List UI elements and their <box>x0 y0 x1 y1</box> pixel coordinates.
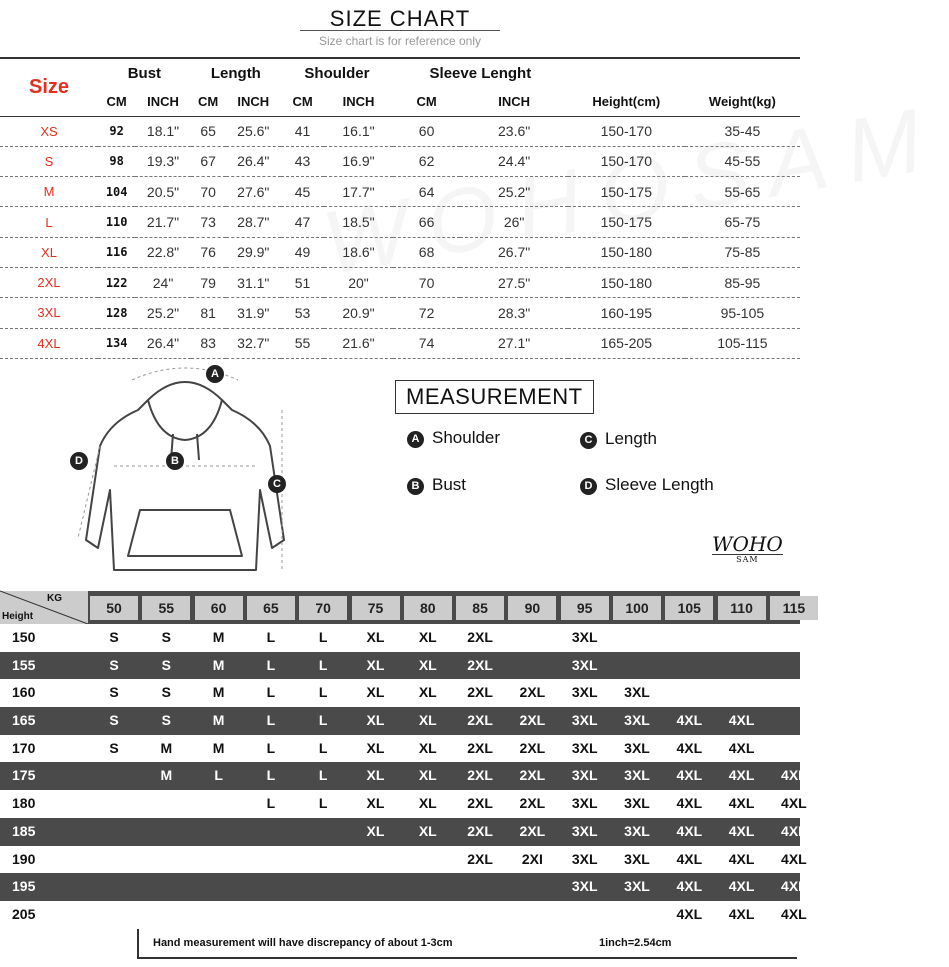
size-column-label: Size <box>28 75 70 98</box>
recommended-size-cell: XL <box>366 712 385 729</box>
height-row <box>0 818 807 846</box>
size-value-cell: 28.7" <box>226 207 281 237</box>
subheader-cell: INCH <box>135 88 190 116</box>
size-value-cell: 25.6" <box>226 116 281 146</box>
weight-header-cell: 80 <box>404 596 452 620</box>
size-value-cell: 51 <box>281 267 324 297</box>
size-value-cell: 47 <box>281 207 324 237</box>
recommended-size-cell: 4XL <box>728 878 755 895</box>
recommended-size-cell: 3XL <box>571 656 598 673</box>
subheader-cell: CM <box>393 88 460 116</box>
size-value-cell: 150-180 <box>568 237 685 267</box>
recommended-size-cell: 3XL <box>624 878 650 895</box>
size-value-cell: 18.6" <box>324 237 393 267</box>
size-value-cell: 26" <box>460 207 568 237</box>
inch-conversion: 1inch=2.54cm <box>599 937 672 949</box>
size-value-cell: 76 <box>191 237 226 267</box>
size-value-cell: 21.6" <box>324 328 393 358</box>
subheader-cell: Height(cm) <box>568 88 685 116</box>
size-value-cell: 64 <box>393 177 460 207</box>
recommended-size-cell: 2XL <box>519 767 546 784</box>
legend-a-icon: A <box>407 431 424 448</box>
subheader-cell: INCH <box>324 88 393 116</box>
size-value-cell: 72 <box>393 298 460 328</box>
weight-header-cell: 90 <box>508 596 556 620</box>
size-value-cell: 122 <box>98 267 135 297</box>
recommended-size-cell: L <box>266 712 276 729</box>
legend-b-icon: B <box>407 478 424 495</box>
legend-bust <box>407 475 466 495</box>
recommended-size-cell: S <box>109 712 119 729</box>
size-value-cell: 70 <box>191 177 226 207</box>
size-value-cell: 27.6" <box>226 177 281 207</box>
marker-a-icon: A <box>206 365 224 383</box>
recommended-size-cell: 3XL <box>571 850 598 867</box>
recommended-size-cell: L <box>318 629 328 645</box>
size-value-cell: 20" <box>324 267 393 297</box>
size-name-cell: XL <box>0 237 98 267</box>
height-label: 150 <box>12 629 36 645</box>
marker-c-icon: C <box>268 475 286 493</box>
legend-length-label: Length <box>605 429 657 448</box>
recommended-size-cell: XL <box>366 795 385 812</box>
weight-header-cell: 110 <box>718 596 766 620</box>
measurement-legend <box>395 380 594 414</box>
recommended-size-cell: S <box>109 739 119 756</box>
size-value-cell: 95-105 <box>685 298 800 328</box>
recommended-size-cell: L <box>318 739 328 756</box>
size-row <box>0 298 800 328</box>
size-value-cell: 32.7" <box>226 328 281 358</box>
recommended-size-cell: 2XL <box>467 795 493 812</box>
size-value-cell: 160-195 <box>568 298 685 328</box>
weight-header-row <box>0 591 806 624</box>
recommended-size-cell: 4XL <box>781 850 807 867</box>
legend-shoulder <box>407 428 500 448</box>
recommended-size-cell: 2XL <box>467 684 493 701</box>
recommended-size-cell: L <box>266 795 276 812</box>
recommended-size-cell: 4XL <box>728 767 755 784</box>
size-value-cell: 27.1" <box>460 328 568 358</box>
recommended-size-cell: S <box>109 629 119 645</box>
legend-sleeve-length <box>580 475 714 495</box>
recommended-size-cell: XL <box>418 795 437 812</box>
recommended-size-cell: 4XL <box>728 905 755 922</box>
recommended-size-cell: 3XL <box>571 767 598 784</box>
size-value-cell: 116 <box>98 237 135 267</box>
weight-header-cell: 85 <box>456 596 504 620</box>
size-value-cell: 16.9" <box>324 146 393 176</box>
size-value-cell: 150-175 <box>568 207 685 237</box>
recommended-size-cell: S <box>161 712 171 729</box>
recommended-size-cell: XL <box>366 656 385 673</box>
hoodie-illustration <box>70 370 300 580</box>
size-value-cell: 98 <box>98 146 135 176</box>
size-value-cell: 74 <box>393 328 460 358</box>
size-value-cell: 31.1" <box>226 267 281 297</box>
recommended-size-cell: L <box>266 656 276 673</box>
recommended-size-cell: 4XL <box>676 712 703 729</box>
size-value-cell: 21.7" <box>135 207 190 237</box>
size-value-cell: 150-175 <box>568 177 685 207</box>
size-value-cell: 18.1" <box>135 116 190 146</box>
recommended-size-cell: L <box>266 684 276 701</box>
subheader-cell: CM <box>281 88 324 116</box>
size-recommendation-grid <box>0 591 807 929</box>
size-value-cell: 26.4" <box>226 146 281 176</box>
recommended-size-cell: 3XL <box>571 822 598 839</box>
footer-note <box>137 929 797 959</box>
size-row <box>0 328 800 358</box>
size-value-cell: 17.7" <box>324 177 393 207</box>
recommended-size-cell: 4XL <box>676 878 703 895</box>
legend-shoulder-label: Shoulder <box>432 428 501 447</box>
subheader-cell: CM <box>191 88 226 116</box>
recommended-size-cell: 4XL <box>728 850 755 867</box>
size-value-cell: 67 <box>191 146 226 176</box>
recommended-size-cell: S <box>109 684 119 701</box>
recommended-size-cell: 2XL <box>519 739 546 756</box>
page-title: SIZE CHART <box>329 6 471 31</box>
weight-axis-label: KG <box>47 593 62 604</box>
grid-corner-cell <box>0 591 88 624</box>
recommended-size-cell: XL <box>418 712 437 729</box>
size-value-cell: 45-55 <box>685 146 800 176</box>
recommended-size-cell: 4XL <box>728 739 755 756</box>
recommended-size-cell: XL <box>366 739 385 756</box>
recommended-size-cell: L <box>214 767 223 784</box>
recommended-size-cell: XL <box>418 656 437 673</box>
recommended-size-cell: 4XL <box>728 795 755 812</box>
height-axis-label: Height <box>2 611 34 622</box>
weight-header-cell: 105 <box>665 596 713 620</box>
recommended-size-cell: 4XL <box>676 767 703 784</box>
recommended-size-cell: XL <box>418 629 437 645</box>
recommended-size-cell: M <box>160 767 173 784</box>
size-value-cell: 20.9" <box>324 298 393 328</box>
recommended-size-cell: 2XL <box>467 822 493 839</box>
size-value-cell: 43 <box>281 146 324 176</box>
recommended-size-cell: 3XL <box>571 684 598 701</box>
weight-header-cell: 70 <box>299 596 347 620</box>
recommended-size-cell: 2XL <box>467 739 493 756</box>
size-value-cell: 26.4" <box>135 328 190 358</box>
page-header <box>0 0 800 56</box>
size-value-cell: 134 <box>98 328 135 358</box>
recommended-size-cell: L <box>266 767 276 784</box>
recommended-size-cell: L <box>318 767 328 784</box>
size-value-cell: 85-95 <box>685 267 800 297</box>
height-row <box>0 652 800 680</box>
size-value-cell: 49 <box>281 237 324 267</box>
recommended-size-cell: 2XL <box>467 629 493 645</box>
recommended-size-cell: M <box>212 739 225 756</box>
size-value-cell: 31.9" <box>226 298 281 328</box>
size-name-cell: 4XL <box>0 328 98 358</box>
page-subtitle: Size chart is for reference only <box>318 34 482 48</box>
legend-sleeve-label: Sleeve Length <box>605 475 714 494</box>
bust-group-label: Bust <box>98 58 191 88</box>
recommended-size-cell: S <box>161 656 171 673</box>
size-value-cell: 81 <box>191 298 226 328</box>
measurement-title: MEASUREMENT <box>395 380 594 414</box>
recommended-size-cell: 2XL <box>519 712 546 729</box>
size-value-cell: 16.1" <box>324 116 393 146</box>
recommended-size-cell: 4XL <box>676 739 703 756</box>
recommended-size-cell: 4XL <box>781 767 807 784</box>
size-name-cell: S <box>0 146 98 176</box>
recommended-size-cell: 2XI <box>521 850 543 867</box>
recommended-size-cell: S <box>161 684 171 701</box>
legend-length <box>580 429 657 449</box>
size-table-group-header <box>0 58 800 88</box>
size-value-cell: 83 <box>191 328 226 358</box>
recommended-size-cell: 3XL <box>624 850 650 867</box>
recommended-size-cell: XL <box>418 822 437 839</box>
size-name-cell: L <box>0 207 98 237</box>
recommended-size-cell: M <box>212 712 225 729</box>
shoulder-group-label: Shoulder <box>281 58 393 88</box>
recommended-size-cell: 2XL <box>519 822 546 839</box>
height-label: 155 <box>12 656 36 673</box>
size-value-cell: 19.3" <box>135 146 190 176</box>
height-label: 170 <box>12 739 36 756</box>
size-value-cell: 65 <box>191 116 226 146</box>
height-label: 160 <box>12 684 36 701</box>
size-value-cell: 24" <box>135 267 190 297</box>
subheader-cell: CM <box>98 88 135 116</box>
size-value-cell: 70 <box>393 267 460 297</box>
legend-bust-label: Bust <box>432 475 467 494</box>
size-chart-table <box>0 57 800 359</box>
size-value-cell: 75-85 <box>685 237 800 267</box>
marker-d-icon: D <box>70 452 88 470</box>
size-value-cell: 18.5" <box>324 207 393 237</box>
recommended-size-cell: S <box>161 629 171 645</box>
size-value-cell: 73 <box>191 207 226 237</box>
height-label: 180 <box>12 795 36 812</box>
height-label: 175 <box>12 767 36 784</box>
height-label: 185 <box>12 822 36 839</box>
size-value-cell: 66 <box>393 207 460 237</box>
recommended-size-cell: 2XL <box>519 795 546 812</box>
recommended-size-cell: 4XL <box>781 822 807 839</box>
recommended-size-cell: 3XL <box>624 822 650 839</box>
size-value-cell: 150-170 <box>568 116 685 146</box>
size-row <box>0 116 800 146</box>
recommended-size-cell: M <box>212 656 225 673</box>
recommended-size-cell: XL <box>418 684 437 701</box>
size-value-cell: 60 <box>393 116 460 146</box>
weight-header-cell: 95 <box>561 596 609 620</box>
recommended-size-cell: XL <box>418 767 437 784</box>
recommended-size-cell: 2XL <box>519 684 546 701</box>
recommended-size-cell: 4XL <box>781 878 807 895</box>
recommended-size-cell: M <box>212 684 225 701</box>
recommended-size-cell: XL <box>366 767 385 784</box>
recommended-size-cell: 4XL <box>728 712 755 729</box>
height-row <box>0 901 807 929</box>
size-value-cell: 110 <box>98 207 135 237</box>
weight-header-cell: 65 <box>247 596 295 620</box>
recommended-size-cell: 2XL <box>467 712 493 729</box>
size-row <box>0 207 800 237</box>
size-value-cell: 41 <box>281 116 324 146</box>
recommended-size-cell: 3XL <box>571 739 598 756</box>
legend-c-icon: C <box>580 432 597 449</box>
size-value-cell: 92 <box>98 116 135 146</box>
size-value-cell: 20.5" <box>135 177 190 207</box>
recommended-size-cell: 3XL <box>571 878 598 895</box>
recommended-size-cell: 3XL <box>624 795 650 812</box>
size-value-cell: 28.3" <box>460 298 568 328</box>
subheader-cell: INCH <box>226 88 281 116</box>
subheader-cell: Weight(kg) <box>685 88 800 116</box>
size-name-cell: 2XL <box>0 267 98 297</box>
size-value-cell: 23.6" <box>460 116 568 146</box>
recommended-size-cell: XL <box>366 684 385 701</box>
recommended-size-cell: 4XL <box>676 822 703 839</box>
size-table-subheader <box>0 88 800 116</box>
subheader-cell: INCH <box>460 88 568 116</box>
size-value-cell: 105-115 <box>685 328 800 358</box>
size-row <box>0 146 800 176</box>
recommended-size-cell: 4XL <box>781 905 807 922</box>
recommended-size-cell: 3XL <box>624 684 650 701</box>
brand-logo <box>712 532 783 564</box>
height-row <box>0 762 807 790</box>
height-row <box>0 846 807 874</box>
marker-b-icon: B <box>166 452 184 470</box>
height-label: 190 <box>12 850 36 867</box>
size-value-cell: 35-45 <box>685 116 800 146</box>
recommended-size-cell: L <box>318 712 328 729</box>
size-value-cell: 104 <box>98 177 135 207</box>
recommended-size-cell: 2XL <box>467 656 493 673</box>
weight-header-cell: 115 <box>770 596 818 620</box>
size-value-cell: 53 <box>281 298 324 328</box>
recommended-size-cell: 4XL <box>728 822 755 839</box>
size-value-cell: 29.9" <box>226 237 281 267</box>
recommended-size-cell: 3XL <box>624 767 650 784</box>
discrepancy-note: Hand measurement will have discrepancy of about 1-3cm <box>153 937 453 949</box>
size-row <box>0 267 800 297</box>
recommended-size-cell: M <box>212 629 225 645</box>
recommended-size-cell: 2XL <box>467 767 493 784</box>
height-label: 205 <box>12 905 36 922</box>
size-value-cell: 26.7" <box>460 237 568 267</box>
sleeve-group-label: Sleeve Lenght <box>393 58 568 88</box>
height-label: 165 <box>12 712 36 729</box>
size-value-cell: 55 <box>281 328 324 358</box>
size-value-cell: 27.5" <box>460 267 568 297</box>
height-row <box>0 707 800 735</box>
size-name-cell: XS <box>0 116 98 146</box>
size-value-cell: 22.8" <box>135 237 190 267</box>
recommended-size-cell: XL <box>366 629 385 645</box>
recommended-size-cell: 3XL <box>571 629 598 645</box>
weight-header-cell: 50 <box>90 596 138 620</box>
size-value-cell: 45 <box>281 177 324 207</box>
size-value-cell: 165-205 <box>568 328 685 358</box>
recommended-size-cell: XL <box>366 822 385 839</box>
recommended-size-cell: L <box>318 684 328 701</box>
height-row <box>0 790 807 818</box>
size-value-cell: 55-65 <box>685 177 800 207</box>
size-value-cell: 68 <box>393 237 460 267</box>
recommended-size-cell: L <box>266 739 276 756</box>
legend-d-icon: D <box>580 478 597 495</box>
size-name-cell: 3XL <box>0 298 98 328</box>
weight-header-cell: 100 <box>613 596 661 620</box>
recommended-size-cell: S <box>109 656 119 673</box>
recommended-size-cell: 4XL <box>676 905 703 922</box>
size-value-cell: 62 <box>393 146 460 176</box>
size-name-cell: M <box>0 177 98 207</box>
size-value-cell: 24.4" <box>460 146 568 176</box>
recommended-size-cell: 3XL <box>624 739 650 756</box>
size-value-cell: 25.2" <box>135 298 190 328</box>
recommended-size-cell: L <box>318 656 328 673</box>
brand-logo-sub: SAM <box>712 554 783 564</box>
title-underline <box>300 30 500 31</box>
height-row <box>0 873 807 901</box>
size-value-cell: 150-180 <box>568 267 685 297</box>
size-row <box>0 237 800 267</box>
weight-header-cell: 60 <box>195 596 243 620</box>
recommended-size-cell: 4XL <box>676 795 703 812</box>
recommended-size-cell: XL <box>418 739 437 756</box>
recommended-size-cell: 4XL <box>676 850 703 867</box>
height-row <box>0 624 800 652</box>
length-group-label: Length <box>191 58 281 88</box>
brand-logo-text: WOHO <box>712 532 783 556</box>
size-value-cell: 25.2" <box>460 177 568 207</box>
size-value-cell: 65-75 <box>685 207 800 237</box>
recommended-size-cell: L <box>318 795 328 812</box>
recommended-size-cell: 2XL <box>467 850 493 867</box>
recommended-size-cell: 3XL <box>624 712 650 729</box>
size-value-cell: 128 <box>98 298 135 328</box>
height-row <box>0 679 800 707</box>
recommended-size-cell: L <box>266 629 276 645</box>
height-row <box>0 735 800 763</box>
size-value-cell: 150-170 <box>568 146 685 176</box>
recommended-size-cell: 3XL <box>571 712 598 729</box>
recommended-size-cell: 4XL <box>781 795 807 812</box>
height-label: 195 <box>12 878 36 895</box>
weight-header-cell: 75 <box>352 596 400 620</box>
size-row <box>0 177 800 207</box>
weight-header-cell: 55 <box>142 596 190 620</box>
size-value-cell: 79 <box>191 267 226 297</box>
recommended-size-cell: 3XL <box>571 795 598 812</box>
recommended-size-cell: M <box>160 739 173 756</box>
